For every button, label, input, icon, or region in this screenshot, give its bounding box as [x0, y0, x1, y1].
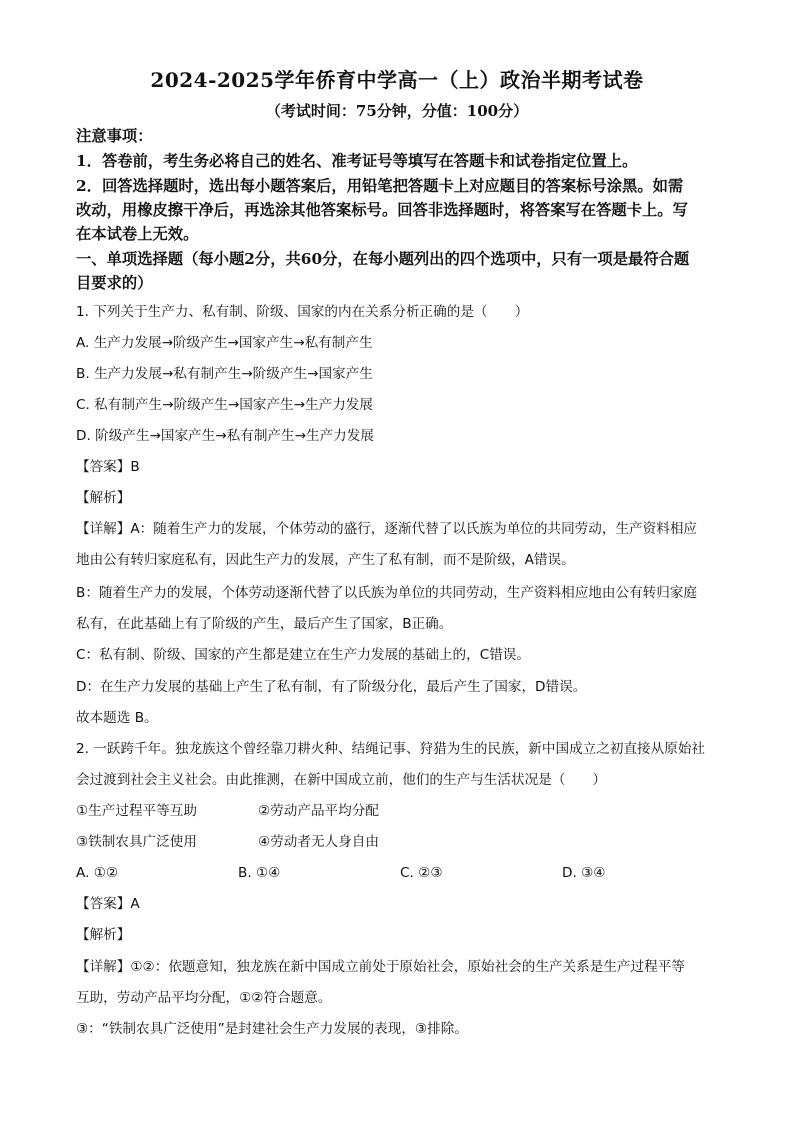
notice-item-1: 1．答卷前，考生务必将自己的姓名、准考证号等填写在答题卡和试卷指定位置上。: [76, 152, 638, 170]
q1-conclusion: 故本题选 B。: [76, 710, 158, 726]
q2-item-3: ③铁制农具广泛使用: [76, 834, 197, 850]
q2-item-4: ④劳动者无人身自由: [258, 834, 379, 850]
section-1-heading-line-2: 目要求的）: [76, 274, 153, 292]
q1-option-a: A. 生产力发展→阶级产生→国家产生→私有制产生: [76, 335, 373, 351]
q2-answer: 【答案】A: [76, 896, 140, 912]
q1-detail-line-5: C：私有制、阶级、国家的产生都是建立在生产力发展的基础上的，C错误。: [76, 647, 530, 663]
q1-option-d: D. 阶级产生→国家产生→私有制产生→生产力发展: [76, 428, 374, 444]
notice-item-2-line-2: 改动，用橡皮擦干净后，再选涂其他答案标号。回答非选择题时，将答案写在答题卡上。写: [76, 201, 688, 219]
q1-detail-line-6: D：在生产力发展的基础上产生了私有制，有了阶级分化，最后产生了国家，D错误。: [76, 679, 587, 695]
q1-detail-line-3: B：随着生产力的发展，个体劳动逐渐代替了以氏族为单位的共同劳动，生产资料相应地由公有转归家庭: [76, 585, 698, 601]
exam-title: 2024-2025学年侨育中学高一（上）政治半期考试卷: [150, 68, 644, 92]
q2-option-a: A. ①②: [76, 865, 119, 881]
q1-option-c: C. 私有制产生→阶级产生→国家产生→生产力发展: [76, 397, 373, 413]
q1-answer: 【答案】B: [76, 459, 140, 475]
q1-detail-line-1: 【详解】A：随着生产力的发展，个体劳动的盛行，逐渐代替了以氏族为单位的共同劳动，生产资料相应: [76, 521, 698, 537]
q1-detail-line-2: 地由公有转归家庭私有，因此生产力的发展，产生了私有制，而不是阶级，A错误。: [76, 552, 575, 568]
section-1-heading-line-1: 一、单项选择题（每小题2分，共60分，在每小题列出的四个选项中，只有一项是最符合题: [76, 250, 690, 268]
notice-item-2-line-1: 2．回答选择题时，选出每小题答案后，用铅笔把答题卡上对应题目的答案标号涂黑。如需: [76, 177, 684, 195]
q2-detail-line-2: 互助，劳动产品平均分配，①②符合题意。: [76, 990, 332, 1006]
q2-item-1: ①生产过程平等互助: [76, 803, 197, 819]
q2-item-2: ②劳动产品平均分配: [258, 803, 379, 819]
q2-detail-line-3: ③：“铁制农具广泛使用”是封建社会生产力发展的表现，③排除。: [76, 1021, 468, 1037]
notice-item-2-line-3: 在本试卷上无效。: [76, 225, 199, 243]
notice-heading: 注意事项：: [76, 127, 153, 145]
q1-analysis-label: 【解析】: [76, 490, 131, 506]
q2-detail-line-1: 【详解】①②：依题意知，独龙族在新中国成立前处于原始社会，原始社会的生产关系是生产过程平等: [76, 959, 685, 975]
q2-option-b: B. ①④: [238, 865, 281, 881]
q1-stem: 1. 下列关于生产力、私有制、阶级、国家的内在关系分析正确的是（ ）: [76, 304, 529, 320]
q2-analysis-label: 【解析】: [76, 927, 131, 943]
q2-option-d: D. ③④: [562, 865, 606, 881]
q2-stem-line-1: 2. 一跃跨千年。独龙族这个曾经靠刀耕火种、结绳记事、狩猎为生的民族，新中国成立之初直接从原始社: [76, 741, 706, 757]
q2-option-c: C. ②③: [400, 865, 443, 881]
q2-stem-line-2: 会过渡到社会主义社会。由此推测，在新中国成立前，他们的生产与生活状况是（ ）: [76, 772, 607, 788]
q1-detail-line-4: 私有，在此基础上有了阶级的产生，最后产生了国家，B正确。: [76, 616, 453, 632]
exam-subtitle: （考试时间：75分钟，分值：100分）: [265, 102, 529, 120]
q1-option-b: B. 生产力发展→私有制产生→阶级产生→国家产生: [76, 366, 373, 382]
